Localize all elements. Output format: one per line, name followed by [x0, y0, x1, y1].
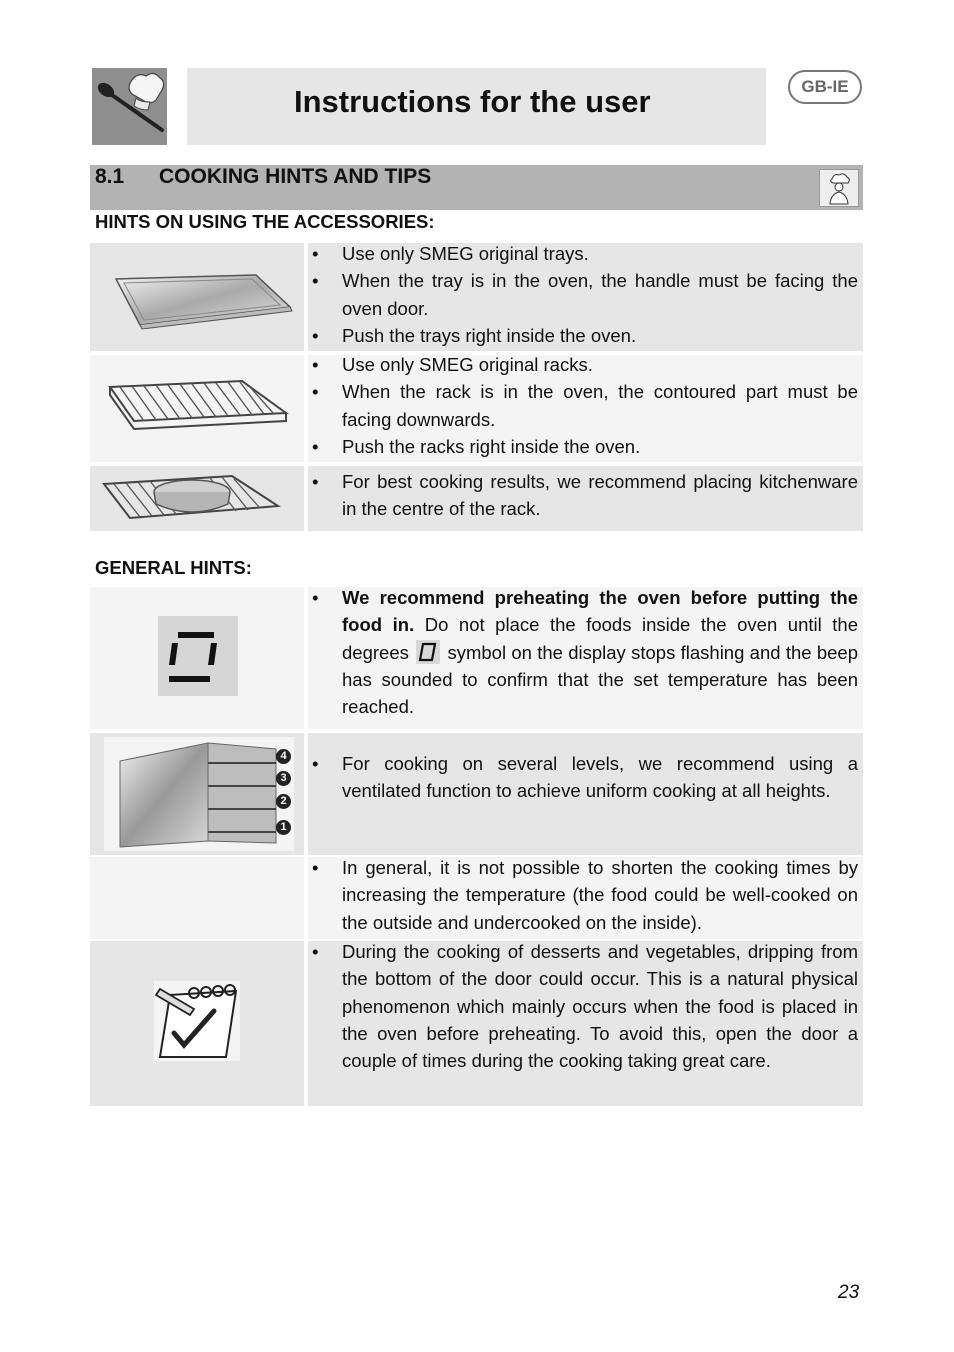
section-header — [90, 165, 863, 210]
list-item: • Use only SMEG original racks. — [308, 351, 858, 378]
oven-rack-image — [90, 355, 304, 462]
general-row-temperature — [90, 857, 863, 939]
level-label-3: 3 — [276, 771, 291, 786]
accessory-row-pan — [90, 466, 863, 531]
general-row-preheat — [90, 587, 863, 729]
preheat-text-2: symbol on the display stops flashing and the beep has sounded to confirm that the set temperature has been reached. — [342, 641, 858, 718]
section-number: 8.1 — [95, 165, 125, 188]
accessory-text-rack — [308, 355, 863, 462]
section-title: COOKING HINTS AND TIPS — [159, 165, 432, 188]
empty-image-cell — [90, 857, 304, 939]
accessory-row-rack — [90, 355, 863, 462]
list-item: • Push the racks right inside the oven. — [308, 433, 858, 460]
list-item: • When the tray is in the oven, the handle must be facing the oven door. — [308, 267, 858, 322]
preheat-bold-text: We recommend preheating the oven before putting the food in. — [342, 587, 858, 636]
page-number: 23 — [838, 1282, 860, 1303]
accessory-row-tray — [90, 243, 863, 351]
oven-levels-image — [90, 733, 304, 855]
list-item: • When the rack is in the oven, the contoured part must be facing downwards. — [308, 378, 858, 433]
degrees-symbol-icon — [90, 587, 304, 729]
level-label-2: 2 — [276, 794, 291, 809]
preheat-text-1: Do not place the foods inside the oven until the degrees — [342, 614, 858, 663]
general-text-temperature — [308, 857, 863, 939]
level-label-1: 1 — [276, 820, 291, 835]
general-row-levels — [90, 733, 863, 855]
accessory-text-pan — [308, 466, 863, 531]
general-heading: GENERAL HINTS: — [95, 557, 252, 578]
header-title-box — [187, 68, 766, 145]
spoon-chef-hat-icon — [92, 68, 167, 145]
degrees-inline-icon — [416, 640, 440, 664]
oven-tray-image — [90, 243, 304, 351]
general-text-dripping — [308, 941, 863, 1106]
general-text-levels — [308, 733, 863, 855]
general-text-preheat — [308, 587, 863, 729]
accessory-text-tray — [308, 243, 863, 351]
list-item: • In general, it is not possible to shorten the cooking times by increasing the temperature (the food could be well-cooked on the outside and undercooked on the inside). — [308, 854, 858, 936]
list-item: • Use only SMEG original trays. — [308, 240, 858, 267]
degrees-symbol-panel — [90, 587, 304, 729]
chef-icon — [819, 169, 859, 207]
list-item: • Push the trays right inside the oven. — [308, 322, 858, 349]
accessories-heading: HINTS ON USING THE ACCESSORIES: — [95, 211, 435, 232]
page-title: Instructions for the user — [294, 84, 651, 119]
notepad-panel — [90, 941, 304, 1106]
language-badge: GB-IE — [788, 70, 862, 104]
rack-with-pan-image — [90, 466, 304, 531]
level-label-4: 4 — [276, 749, 291, 764]
list-item — [308, 584, 858, 720]
list-item: • During the cooking of desserts and vegetables, dripping from the bottom of the door could occur. This is a natural physical phenomenon which mainly occurs when the food is placed in the oven before preheating. To avoid this, open the door a couple of times during the cooking taking great care. — [308, 938, 858, 1074]
header-logo-icon — [92, 68, 167, 145]
list-item: • For cooking on several levels, we recommend using a ventilated function to achieve uniform cooking at all heights. — [308, 750, 858, 805]
general-row-dripping — [90, 941, 863, 1106]
notepad-check-icon — [90, 941, 304, 1106]
list-item: • For best cooking results, we recommend placing kitchenware in the centre of the rack. — [308, 468, 858, 523]
